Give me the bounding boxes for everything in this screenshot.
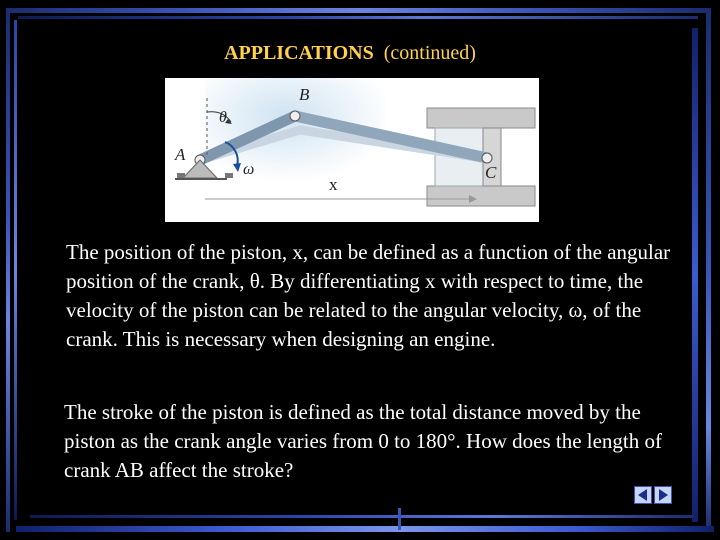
crank-piston-figure xyxy=(165,78,539,222)
label-c: C xyxy=(485,163,497,182)
triangle-right-icon xyxy=(654,486,672,504)
label-a: A xyxy=(175,145,186,164)
bolt-right xyxy=(225,173,233,178)
nav-back-button[interactable] xyxy=(634,486,654,506)
frame-bottom-bar xyxy=(16,526,714,532)
frame-top-inner-bar xyxy=(18,16,698,19)
pin-b xyxy=(290,111,300,121)
mechanism-diagram xyxy=(165,78,539,222)
title-suffix: (continued) xyxy=(383,42,476,64)
title-main: APPLICATIONS xyxy=(224,42,374,64)
paragraph-stroke-question: The stroke of the piston is defined as the total distance moved by the piston as the crank angle varies from 0 to 180°. How does the length of crank AB affect the stroke? xyxy=(64,400,663,482)
slide-title xyxy=(0,42,700,65)
frame-bottom-tick xyxy=(398,508,401,530)
label-x: x xyxy=(329,175,338,194)
label-b: B xyxy=(299,85,310,104)
frame-left-inner-bar xyxy=(14,20,17,520)
label-omega: ω xyxy=(243,161,255,178)
label-theta: θ xyxy=(219,109,227,126)
frame-right-inner-bar xyxy=(692,28,698,522)
frame-top-bar xyxy=(6,8,710,13)
frame-bottom-inner-bar xyxy=(30,515,694,518)
cylinder-top-block xyxy=(427,108,535,128)
frame-right-bar xyxy=(706,8,711,532)
paragraph-position-velocity: The position of the piston, x, can be defined as a function of the angular position of the crank, θ. By differentiating x with respect to time, the velocity of the piston can be related to the angular velocity, ω, of the crank. This is necessary when designing an engine. xyxy=(66,240,671,351)
bolt-left xyxy=(177,173,185,178)
pin-c xyxy=(482,153,492,163)
triangle-left-icon xyxy=(634,486,652,504)
nav-forward-button[interactable] xyxy=(654,486,674,506)
cylinder-bottom-block xyxy=(427,186,535,206)
frame-left-bar xyxy=(6,8,10,532)
